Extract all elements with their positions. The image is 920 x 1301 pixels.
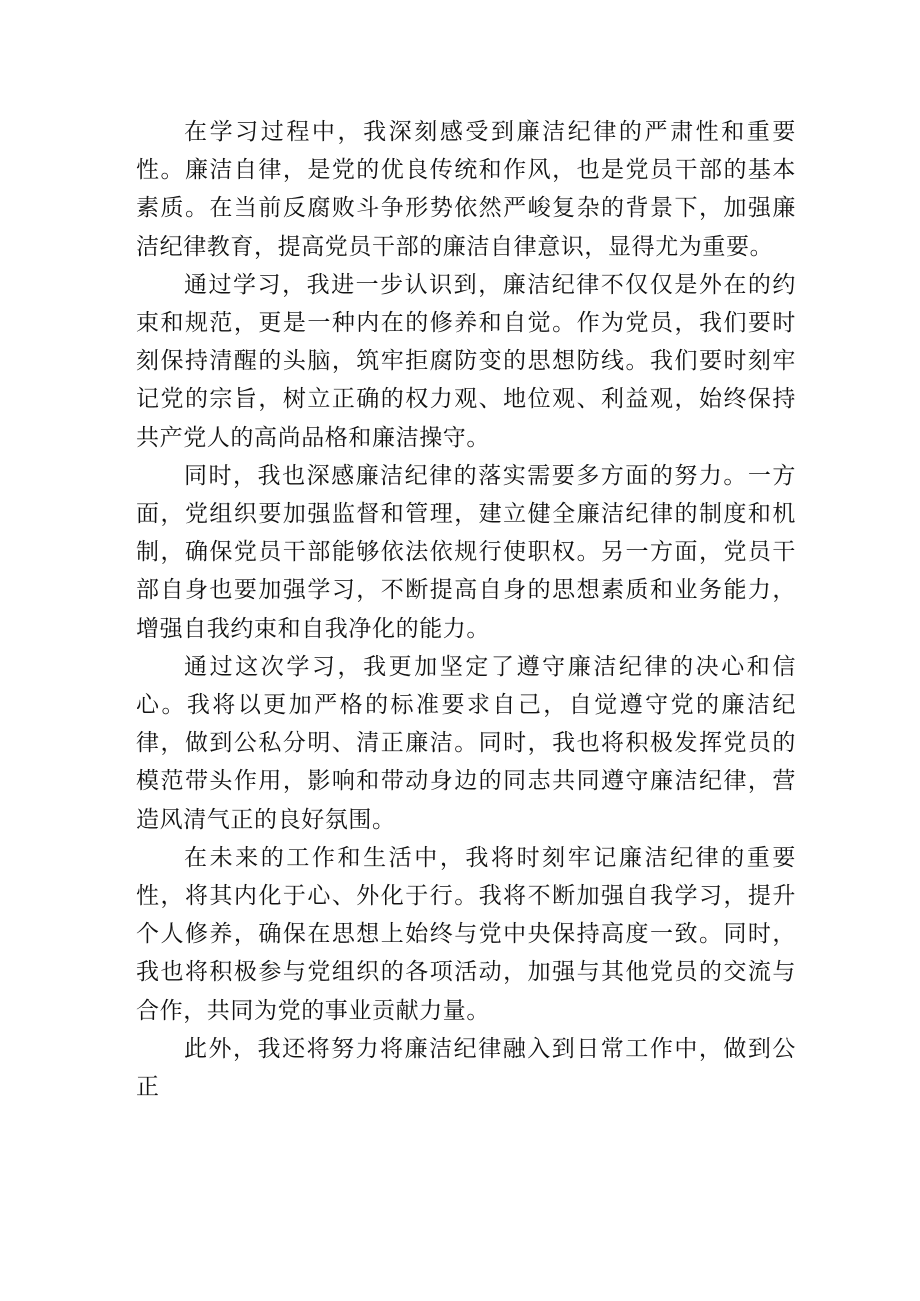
- paragraph-6: 此外，我还将努力将廉洁纪律融入到日常工作中，做到公正: [136, 1035, 796, 1101]
- paragraph-3: 同时，我也深感廉洁纪律的落实需要多方面的努力。一方面，党组织要加强监督和管理，建立健全廉洁纪律的制度和机制，确保党员干部能够依法依规行使职权。另一方面，党员干部自身也要加强学习，不断提高自身的思想素质和业务能力，增强自我约束和自我净化的能力。: [136, 462, 796, 642]
- paragraph-5: 在未来的工作和生活中，我将时刻牢记廉洁纪律的重要性，将其内化于心、外化于行。我将不断加强自我学习，提升个人修养，确保在思想上始终与党中央保持高度一致。同时，我也将积极参与党组织的各项活动，加强与其他党员的交流与合作，共同为党的事业贡献力量。: [136, 844, 796, 1024]
- paragraph-2: 通过学习，我进一步认识到，廉洁纪律不仅仅是外在的约束和规范，更是一种内在的修养和自觉。作为党员，我们要时刻保持清醒的头脑，筑牢拒腐防变的思想防线。我们要时刻牢记党的宗旨，树立正确的权力观、地位观、利益观，始终保持共产党人的高尚品格和廉洁操守。: [136, 271, 796, 451]
- paragraph-1: 在学习过程中，我深刻感受到廉洁纪律的严肃性和重要性。廉洁自律，是党的优良传统和作风，也是党员干部的基本素质。在当前反腐败斗争形势依然严峻复杂的背景下，加强廉洁纪律教育，提高党员干部的廉洁自律意识，显得尤为重要。: [136, 119, 796, 260]
- document-body: [136, 113, 796, 1106]
- paragraph-4: 通过这次学习，我更加坚定了遵守廉洁纪律的决心和信心。我将以更加严格的标准要求自己，自觉遵守党的廉洁纪律，做到公私分明、清正廉洁。同时，我也将积极发挥党员的模范带头作用，影响和带动身边的同志共同遵守廉洁纪律，营造风清气正的良好氛围。: [136, 653, 796, 833]
